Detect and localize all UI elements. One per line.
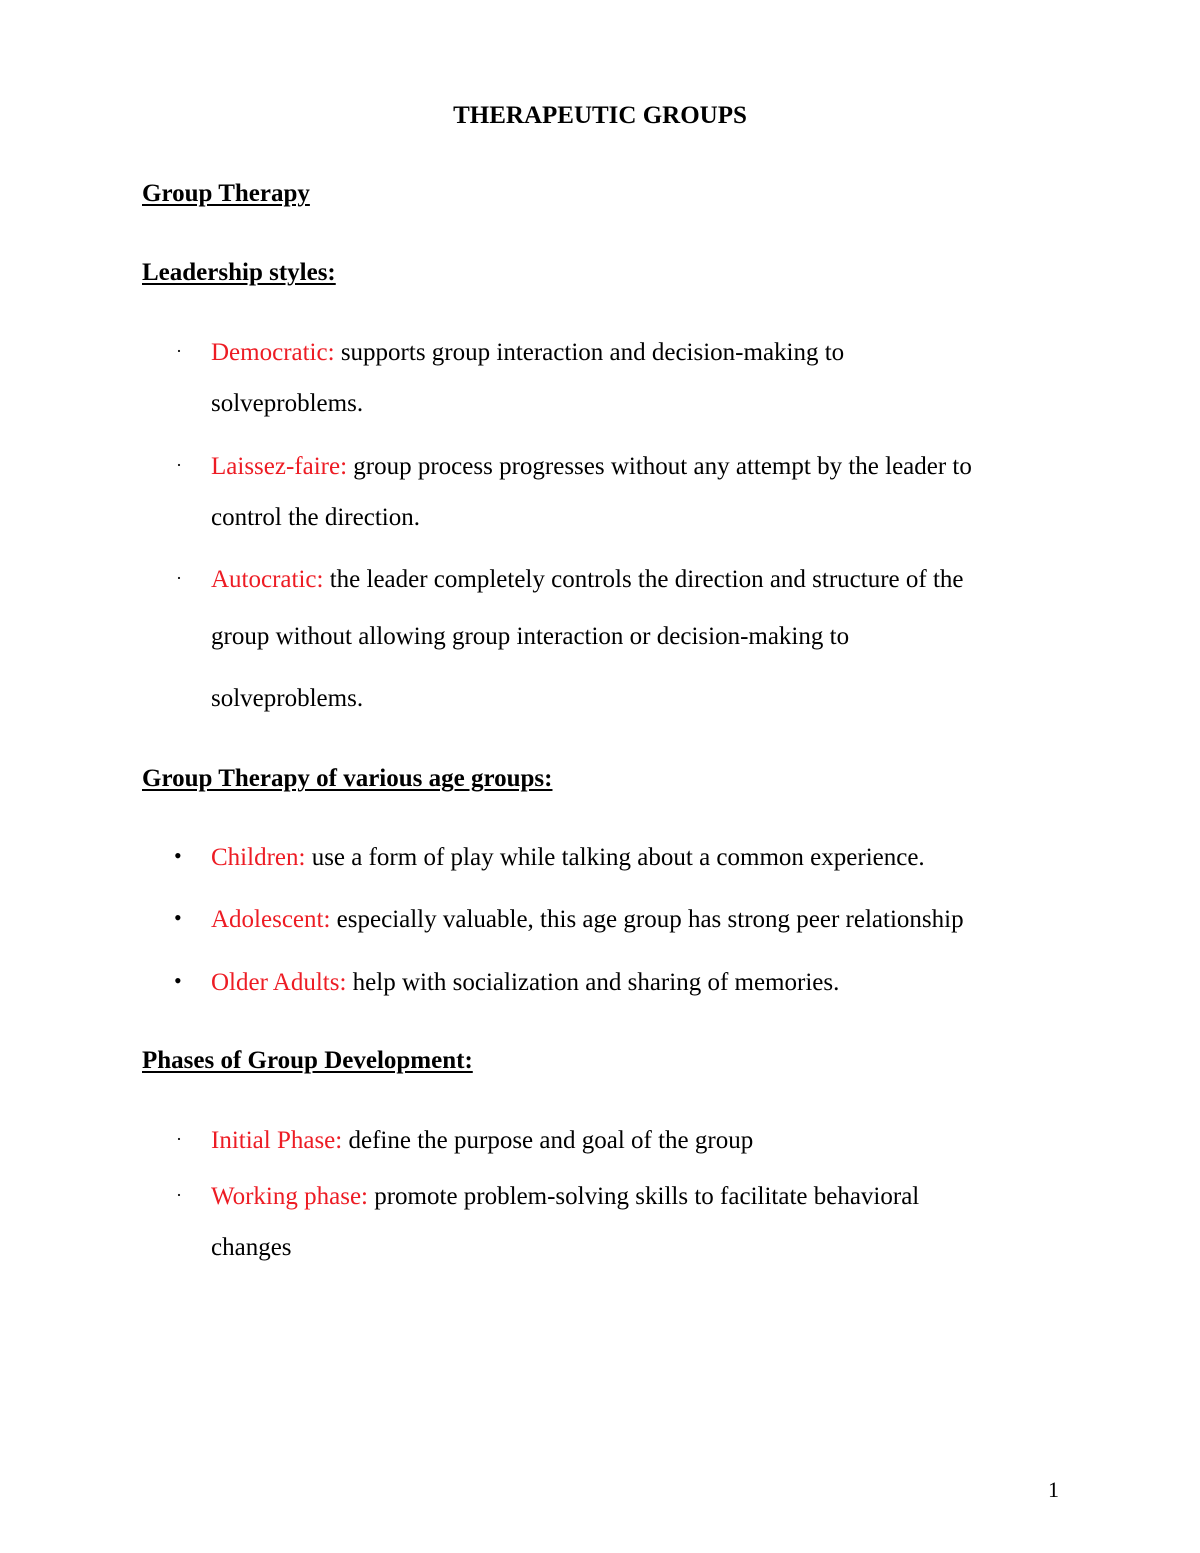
list-item-line — [211, 567, 964, 592]
term-description: group process progresses without any attempt by the leader to — [347, 453, 972, 480]
term-label: Laissez-faire: — [211, 453, 348, 480]
bullet-marker: • — [174, 968, 182, 993]
term-label: Working phase: — [211, 1183, 368, 1210]
list-item-line — [211, 970, 839, 995]
term-label: Children: — [211, 844, 306, 871]
bullet-marker: · — [176, 455, 182, 475]
list-item-continuation: group without allowing group interaction or decision-making to — [211, 623, 850, 650]
term-label: Adolescent: — [211, 906, 331, 933]
section-heading-phases: Phases of Group Development: — [142, 1047, 473, 1074]
section-heading-age-groups: Group Therapy of various age groups: — [142, 765, 553, 792]
list-item-line — [211, 454, 972, 479]
list-item-continuation: solveproblems. — [211, 390, 364, 417]
list-item-line — [211, 1184, 919, 1209]
list-item-continuation: changes — [211, 1234, 292, 1261]
bullet-marker: · — [176, 341, 182, 361]
list-item-line — [211, 845, 925, 870]
bullet-marker: · — [176, 1129, 182, 1149]
bullet-marker: · — [176, 568, 182, 588]
section-heading-leadership-styles: Leadership styles: — [142, 259, 336, 286]
term-description: promote problem-solving skills to facilitate behavioral — [367, 1183, 920, 1210]
list-item-line — [211, 1128, 753, 1153]
page-number: 1 — [1048, 1477, 1059, 1502]
list-item-line — [211, 340, 844, 365]
document-title: THERAPEUTIC GROUPS — [453, 102, 747, 129]
list-item-continuation: control the direction. — [211, 504, 420, 531]
list-item-line — [211, 907, 964, 932]
list-item-continuation: solveproblems. — [211, 685, 364, 712]
term-description: define the purpose and goal of the group — [342, 1127, 754, 1154]
term-description: supports group interaction and decision-making to — [334, 339, 845, 366]
bullet-marker: · — [176, 1185, 182, 1205]
term-label: Autocratic: — [211, 566, 324, 593]
term-description: the leader completely controls the direction and structure of the — [323, 566, 964, 593]
bullet-marker: • — [174, 905, 182, 930]
term-label: Initial Phase: — [211, 1127, 343, 1154]
section-heading-group-therapy: Group Therapy — [142, 180, 310, 207]
term-label: Democratic: — [211, 339, 335, 366]
term-description: use a form of play while talking about a common experience. — [305, 844, 925, 871]
bullet-marker: • — [174, 843, 182, 868]
term-description: especially valuable, this age group has strong peer relationship — [330, 906, 964, 933]
term-description: help with socialization and sharing of memories. — [346, 969, 840, 996]
term-label: Older Adults: — [211, 969, 347, 996]
